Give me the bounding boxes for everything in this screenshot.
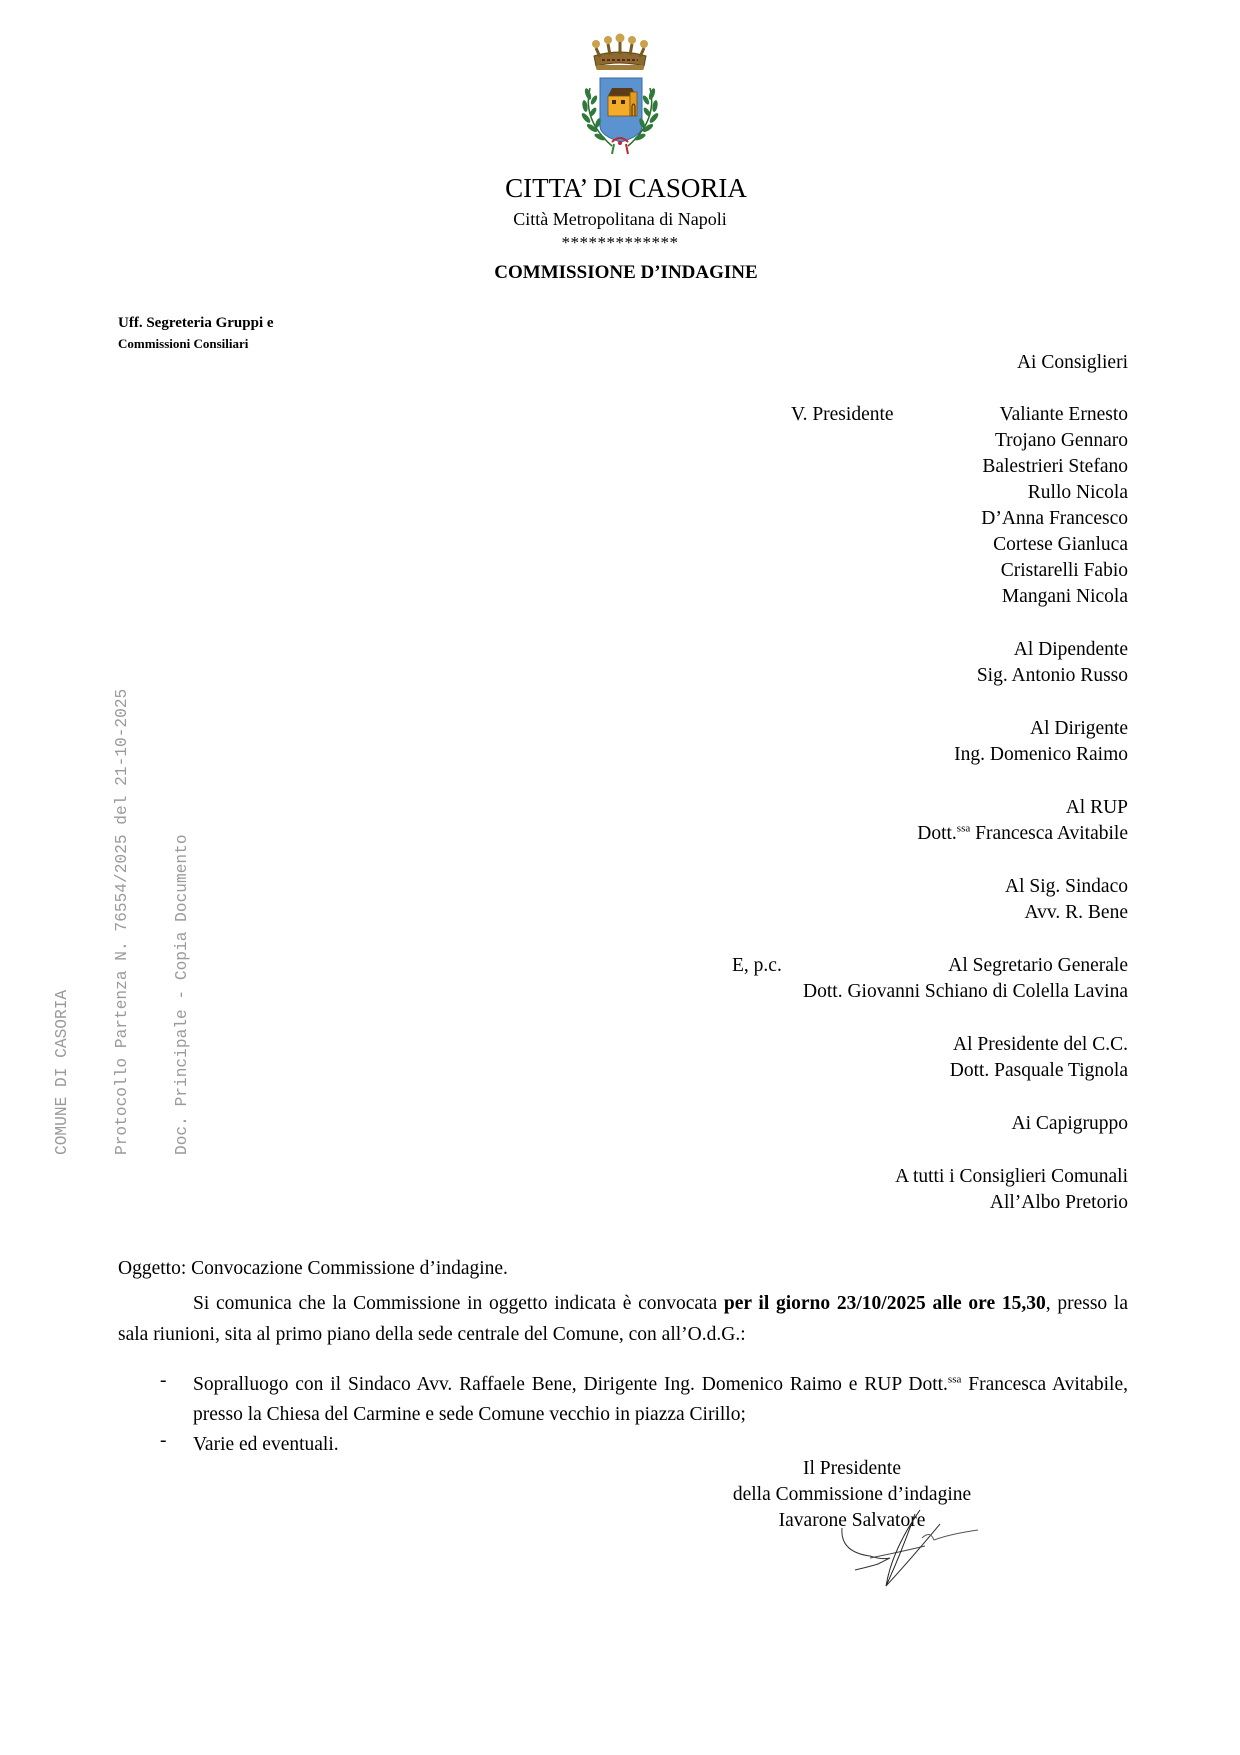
recipient-sindaco-title: Al Sig. Sindaco (1005, 876, 1128, 897)
stamp-line-1: COMUNE DI CASORIA (53, 989, 71, 1155)
agenda-item (160, 1370, 1128, 1430)
consigliere-item: Valiante Ernesto (999, 404, 1128, 425)
office-line-1: Uff. Segreteria Gruppi e (118, 315, 274, 331)
recipient-dipendente-title: Al Dipendente (1013, 639, 1128, 660)
recipient-heading-consiglieri: Ai Consiglieri (1016, 352, 1128, 373)
consigliere-item: Balestrieri Stefano (982, 456, 1128, 477)
rup-name: Francesca Avitabile (970, 823, 1128, 844)
agenda-bullet: - (160, 1370, 167, 1391)
rup-prefix: Dott. (917, 823, 957, 844)
subject-line: Oggetto: Convocazione Commissione d’indagine. (118, 1258, 508, 1279)
signature-title: Il Presidente (802, 1458, 901, 1479)
commission-title: COMMISSIONE D’INDAGINE (494, 262, 758, 283)
recipient-dirigente-title: Al Dirigente (1029, 718, 1128, 739)
rup-sup: ssa (956, 822, 971, 835)
agenda-text: Francesca Avitabile, presso la Chiesa del Carmine e sede Comune vecchio in piazza Cirillo; (193, 1374, 1128, 1425)
recipient-dirigente-name: Ing. Domenico Raimo (954, 744, 1128, 765)
cc-label: E, p.c. (732, 955, 782, 976)
recipient-tutti-consiglieri: A tutti i Consiglieri Comunali (895, 1166, 1128, 1187)
signature-role: della Commissione d’indagine (732, 1484, 972, 1505)
handwritten-signature-icon (830, 1500, 1030, 1610)
crown-icon (592, 34, 648, 71)
recipient-segretario-name: Dott. Giovanni Schiano di Colella Lavina (803, 981, 1128, 1002)
recipient-segretario-title: Al Segretario Generale (948, 955, 1128, 976)
metro-subtitle: Città Metropolitana di Napoli (513, 209, 727, 229)
consigliere-item: Mangani Nicola (1001, 586, 1128, 607)
office-line-2: Commissioni Consiliari (118, 336, 249, 351)
agenda-sup: ssa (947, 1373, 962, 1386)
separator-stars: ************* (561, 233, 679, 252)
recipient-presidente-cc-name: Dott. Pasquale Tignola (949, 1060, 1128, 1081)
para-end: , presso la sala riunioni, sita al primo piano della sede centrale del Comune, con all’O.d.G.: (118, 1293, 1128, 1345)
vice-president-label: V. Presidente (791, 404, 894, 425)
agenda-item (160, 1430, 1128, 1460)
recipient-capigruppo: Ai Capigruppo (1011, 1113, 1128, 1134)
recipient-presidente-cc-title: Al Presidente del C.C. (953, 1034, 1128, 1055)
consigliere-item: D’Anna Francesco (981, 508, 1128, 529)
recipient-rup-title: Al RUP (1065, 797, 1128, 818)
meeting-date-time: per il giorno 23/10/2025 alle ore 15,30 (723, 1293, 1046, 1314)
recipient-sindaco-name: Avv. R. Bene (1024, 902, 1128, 923)
consigliere-item: Trojano Gennaro (994, 430, 1128, 451)
consigliere-item: Cristarelli Fabio (1000, 560, 1128, 581)
agenda-text: Varie ed eventuali. (193, 1434, 339, 1455)
signature-name: Iavarone Salvatore (778, 1510, 926, 1531)
consigliere-item: Cortese Gianluca (993, 534, 1128, 555)
para-start: Si comunica che la Commissione in oggetto indicata è convocata (193, 1293, 724, 1314)
agenda-bullet: - (160, 1430, 167, 1451)
consigliere-item: Rullo Nicola (1027, 482, 1128, 503)
city-title: CITTA’ DI CASORIA (505, 173, 747, 203)
house-icon (608, 88, 637, 116)
recipient-albo: All’Albo Pretorio (989, 1192, 1128, 1213)
protocol-stamp (12, 689, 212, 1155)
coat-of-arms-icon (560, 30, 680, 160)
convocation-paragraph (118, 1288, 1128, 1350)
stamp-line-3: Doc. Principale - Copia Documento (173, 834, 191, 1155)
recipient-dipendente-name: Sig. Antonio Russo (976, 665, 1128, 686)
stamp-line-2: Protocollo Partenza N. 76554/2025 del 21-10-2025 (113, 688, 131, 1155)
recipient-rup-name (917, 823, 1128, 845)
agenda-text: Sopralluogo con il Sindaco Avv. Raffaele Bene, Dirigente Ing. Domenico Raimo e RUP Dott. (193, 1374, 948, 1395)
